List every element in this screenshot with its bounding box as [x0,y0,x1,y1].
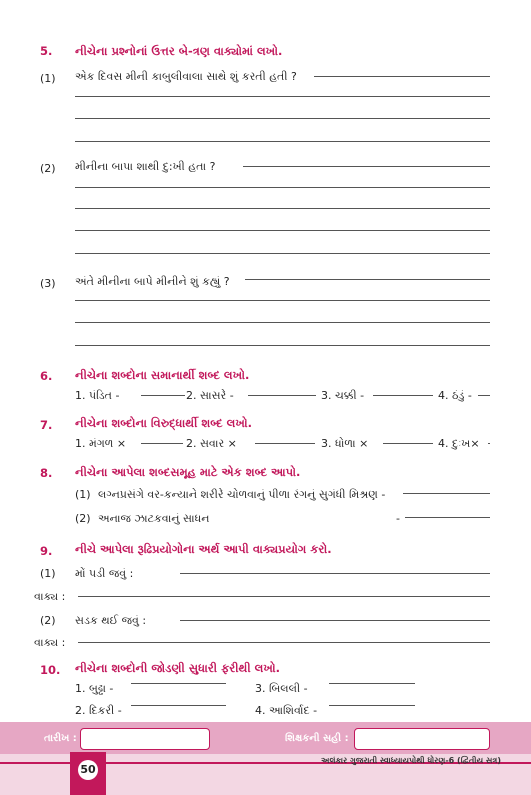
q7-number: 7. [40,418,53,432]
q9-2-text: સડક થઈ જવું : [75,614,147,627]
q8-2-dash: - [396,512,400,525]
page-number: 50 [78,760,98,780]
q10-answer-line[interactable] [329,683,415,684]
date-field[interactable] [80,728,210,750]
q6-item-4: 4. ઠંડું - [438,389,472,402]
q10-title: નીચેના શબ્દોની જોડણી સુધારી ફરીથી લખો. [75,661,281,675]
q9-title: નીચે આપેલા રૂઢિપ્રયોગોના અર્થ આપી વાક્યપ્રયોગ કરો. [75,542,332,556]
q9-number: 9. [40,544,53,558]
q6-title: નીચેના શબ્દોના સમાનાર્થી શબ્દ લખો. [75,368,250,382]
q9-1-sentence-label: વાક્ય : [34,590,66,603]
q6-answer-line[interactable] [248,395,316,396]
q8-2-answer-line[interactable] [405,517,490,518]
q5-2-answer-line[interactable] [75,208,490,209]
q8-1-num: (1) [75,488,91,501]
q9-2-num: (2) [40,614,56,627]
q8-2-num: (2) [75,512,91,525]
q8-title: નીચેના આપેલા શબ્દસમૂહ માટે એક શબ્દ આપો. [75,465,301,479]
q5-1-text: એક દિવસ મીની કાબુલીવાલા સાથે શું કરતી હતી ? [75,70,297,83]
q5-2-text: મીનીના બાપા શાથી દુ:ખી હતા ? [75,160,216,173]
q10-item-3: 3. બિલલી - [255,682,308,695]
q5-1-answer-line[interactable] [75,96,490,97]
q5-2-answer-line[interactable] [243,166,490,167]
q9-1-num: (1) [40,567,56,580]
q10-answer-line[interactable] [131,683,226,684]
q10-item-4: 4. આશિર્વાદ - [255,704,318,717]
q5-3-answer-line[interactable] [75,300,490,301]
q7-answer-line[interactable] [383,443,433,444]
q5-1-answer-line[interactable] [314,76,490,77]
q5-1-num: (1) [40,72,56,85]
q9-2-sentence-line[interactable] [78,642,490,643]
q9-2-sentence-label: વાક્ય : [34,636,66,649]
q6-item-3: 3. ચક્કી - [321,389,365,402]
q5-3-answer-line[interactable] [75,322,490,323]
date-label: તારીખ : [44,733,77,744]
q8-1-text: લગ્નપ્રસંગે વર-કન્યાને શરીરે ચોળવાનું પીળા રંગનું સુગંધી મિશ્રણ - [98,488,386,501]
q5-title: નીચેના પ્રશ્નોનાં ઉત્તર બે-ત્રણ વાક્યોમાં લખો. [75,44,283,58]
q6-answer-line[interactable] [373,395,433,396]
q5-2-answer-line[interactable] [75,187,490,188]
q6-answer-line[interactable] [478,395,490,396]
q7-item-2: 2. સવાર × [186,437,237,450]
q10-item-2: 2. દિકરી - [75,704,122,717]
q6-item-1: 1. પંડિત - [75,389,120,402]
q10-answer-line[interactable] [329,705,415,706]
q6-item-2: 2. સાસરે - [186,389,234,402]
q9-1-meaning-line[interactable] [180,573,490,574]
q8-number: 8. [40,466,53,480]
q10-number: 10. [40,663,61,677]
q7-item-4: 4. દુઃખ× [438,437,480,450]
q7-title: નીચેના શબ્દોના વિરુદ્ધાર્થી શબ્દ લખો. [75,416,253,430]
q9-1-sentence-line[interactable] [78,596,490,597]
q5-2-answer-line[interactable] [75,230,490,231]
q9-1-text: મોં પડી જવું : [75,567,134,580]
q7-answer-line[interactable] [488,443,490,444]
q5-1-answer-line[interactable] [75,118,490,119]
q5-3-num: (3) [40,277,56,290]
book-title: અલંકાર ગુજરાતી સ્વાધ્યાયપોથી ધોરણ-6 (દ્વિતીય સત્ર) [321,756,501,765]
q8-1-answer-line[interactable] [403,493,490,494]
q10-item-1: 1. બુઢ્ઢા - [75,682,114,695]
q9-2-meaning-line[interactable] [180,620,490,621]
q5-1-answer-line[interactable] [75,141,490,142]
q8-2-text: અનાજ ઝાટકવાનું સાધન [98,512,210,525]
q5-2-num: (2) [40,162,56,175]
q5-2-answer-line[interactable] [75,253,490,254]
q5-3-answer-line[interactable] [75,345,490,346]
q6-answer-line[interactable] [141,395,185,396]
q7-item-3: 3. ધોળા × [321,437,369,450]
q7-answer-line[interactable] [141,443,183,444]
q10-answer-line[interactable] [131,705,226,706]
q5-3-text: અંતે મીનીના બાપે મીનીને શું કહ્યું ? [75,275,230,288]
teacher-sign-label: શિક્ષકની સહી : [285,733,349,744]
q5-3-answer-line[interactable] [245,279,490,280]
q5-number: 5. [40,44,53,58]
q7-item-1: 1. મંગળ × [75,437,127,450]
q7-answer-line[interactable] [255,443,315,444]
q6-number: 6. [40,369,53,383]
teacher-sign-field[interactable] [354,728,490,750]
